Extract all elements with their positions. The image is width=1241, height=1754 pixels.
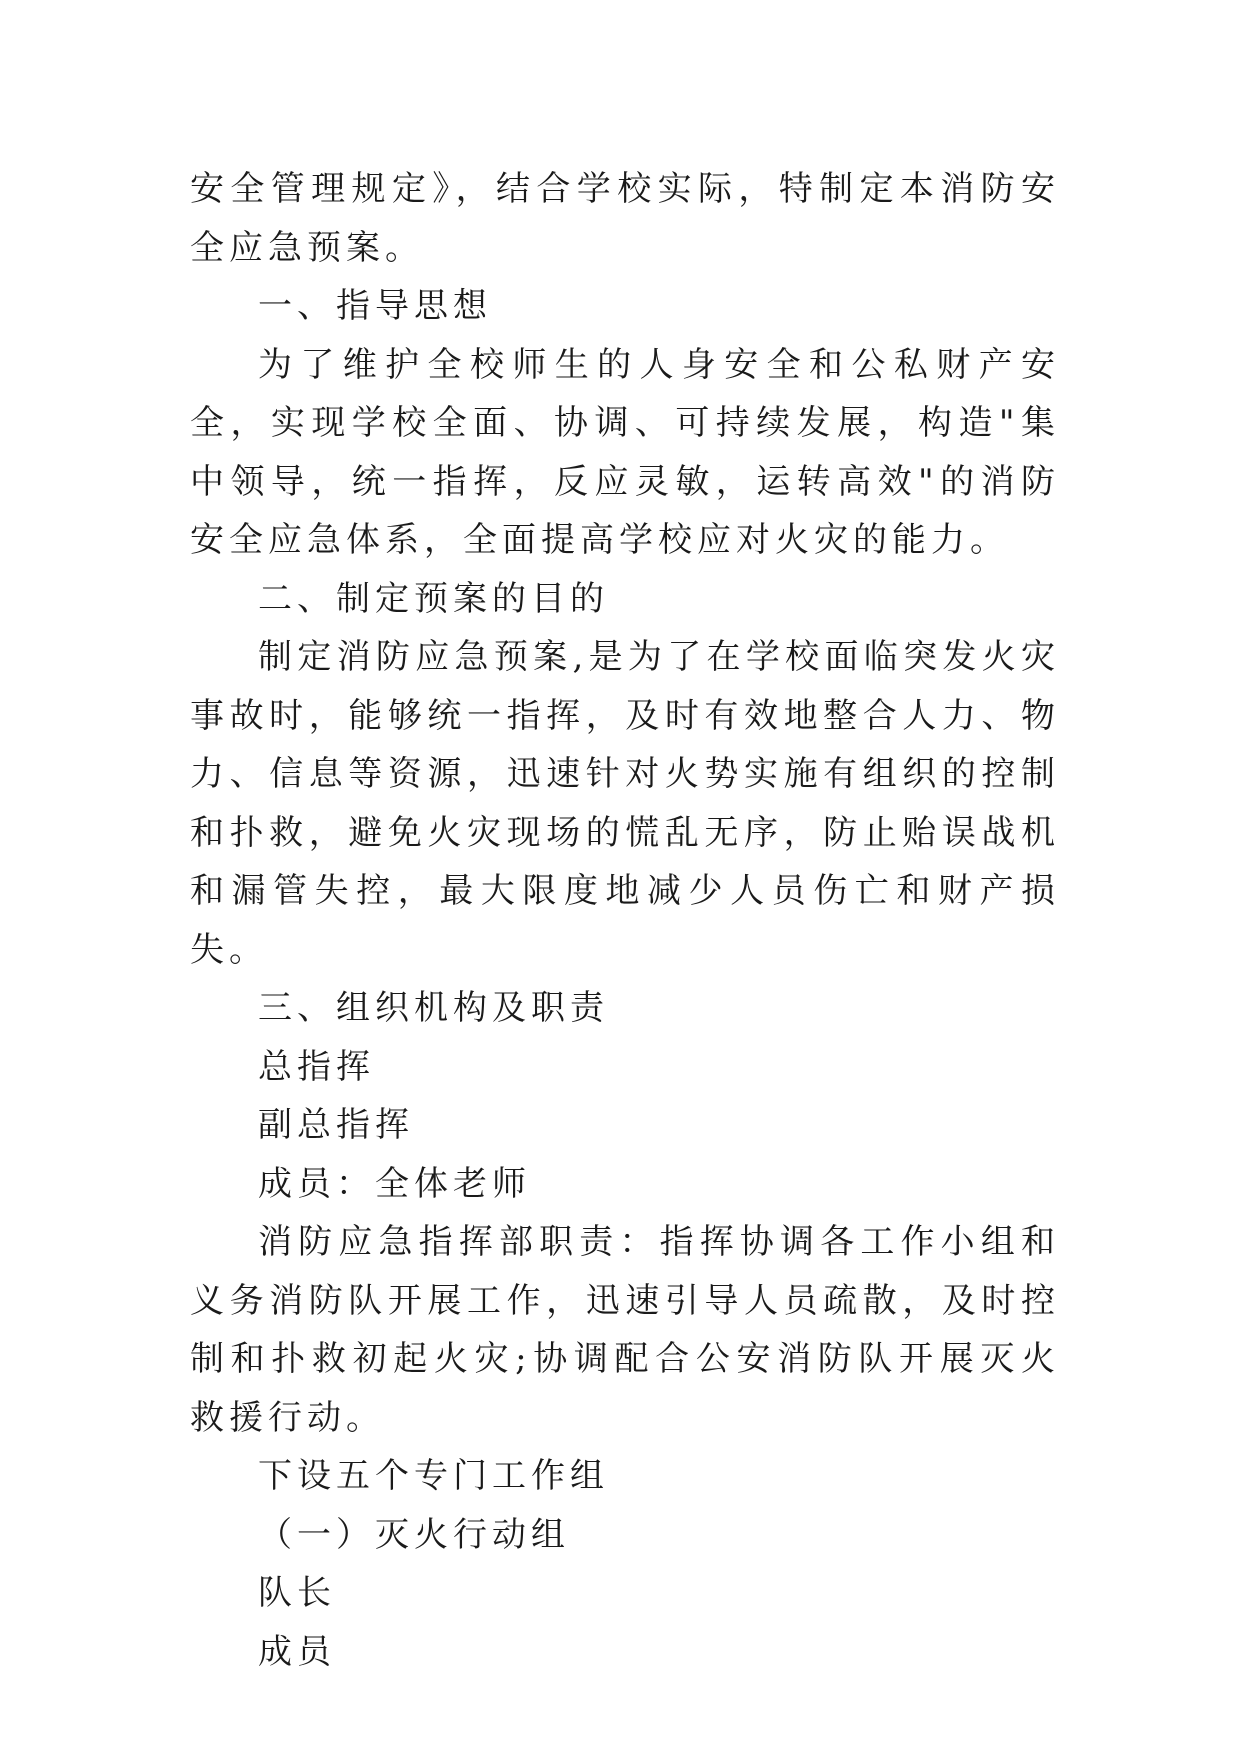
line-members: 成员：全体老师 bbox=[258, 1163, 531, 1204]
paragraph-intro: 安全管理规定》，结合学校实际，特制定本消防安全应急预案。 bbox=[190, 169, 1060, 268]
line-team-members: 成员 bbox=[258, 1631, 336, 1672]
heading-plan-purpose: 二、制定预案的目的 bbox=[258, 578, 609, 619]
line-working-groups: 下设五个专门工作组 bbox=[258, 1456, 609, 1496]
heading-organization: 三、组织机构及职责 bbox=[258, 988, 609, 1028]
paragraph-command-duties: 消防应急指挥部职责：指挥协调各工作小组和义务消防队开展工作，迅速引导人员疏散，及时控制和扑救初起火灾;协调配合公安消防队开展灭火救援行动。 bbox=[190, 1222, 1060, 1438]
line-commander: 总指挥 bbox=[258, 1046, 375, 1087]
document-body bbox=[190, 160, 1060, 1681]
line-team-leader: 队长 bbox=[258, 1573, 336, 1613]
heading-guiding-ideology: 一、指导思想 bbox=[258, 286, 492, 326]
heading-firefighting-group: （一）灭火行动组 bbox=[258, 1514, 570, 1555]
paragraph-plan-purpose: 制定消防应急预案,是为了在学校面临突发火灾事故时，能够统一指挥，及时有效地整合人力、物力、信息等资源，迅速针对火势实施有组织的控制和扑救，避免火灾现场的慌乱无序，防止贻误战机和漏管失控，最大限度地减少人员伤亡和财产损失。 bbox=[190, 637, 1060, 970]
paragraph-guiding-ideology: 为了维护全校师生的人身安全和公私财产安全，实现学校全面、协调、可持续发展，构造"集中领导，统一指挥，反应灵敏，运转高效"的消防安全应急体系，全面提高学校应对火灾的能力。 bbox=[190, 344, 1060, 560]
line-deputy-commander: 副总指挥 bbox=[258, 1105, 414, 1145]
